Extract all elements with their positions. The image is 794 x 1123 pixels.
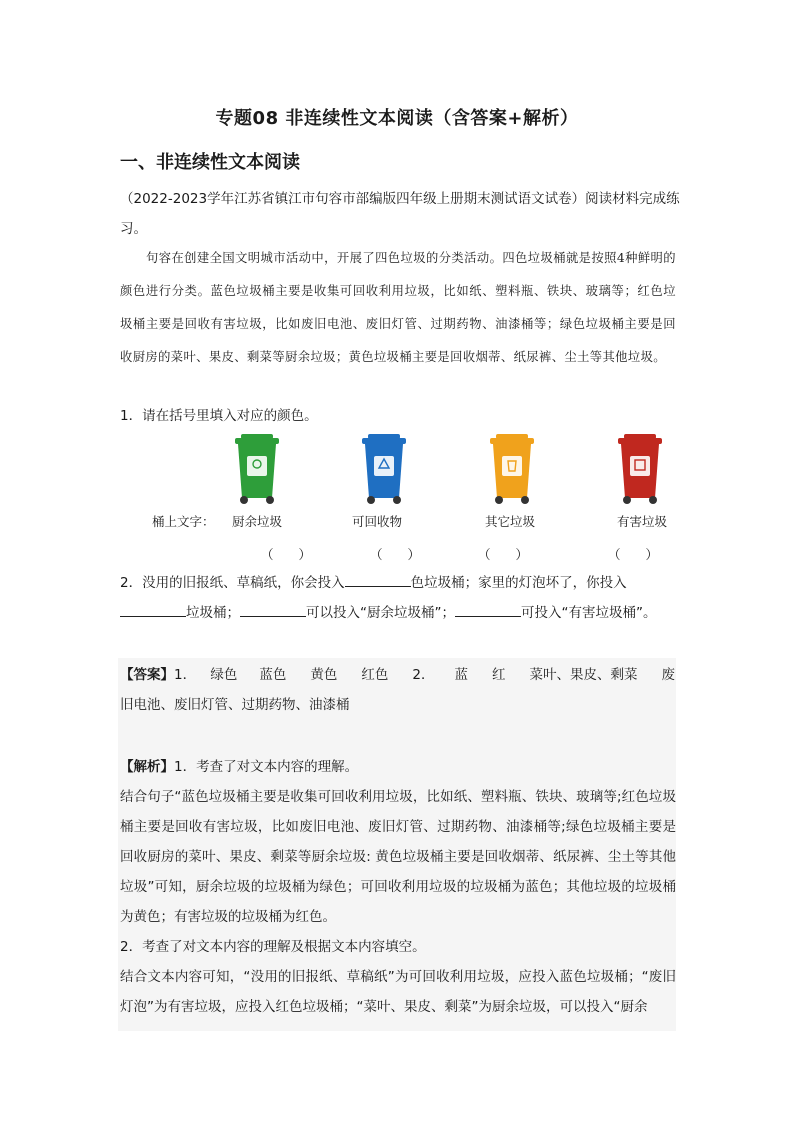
analysis-paragraph: 结合句子“蓝色垃圾桶主要是收集可回收利用垃圾，比如纸、塑料瓶、铁块、玻璃等;红色垃圾桶主要是回收有害垃圾，比如废旧电池、废旧灯管、过期药物、油漆桶等;绿色垃圾桶主要是回收厨房的菜叶、果皮、剩菜等厨余垃圾: 黄色垃圾桶主要是回收烟蒂、纸尿裤、尘土等其他垃圾”可知，厨余垃圾的垃圾桶为绿色；可回收利用垃圾的垃圾桶为蓝色；其他垃圾的垃圾桶为黄色；有害垃圾的垃圾桶为红色。 — [120, 789, 676, 925]
answer-item: 黄色 — [310, 667, 338, 683]
bin-label-kitchen: 厨余垃圾 — [231, 514, 282, 529]
answer-section: 【答案】1． 绿色 蓝色 黄色 红色 2． 蓝 红 菜叶、果皮、剩菜 废 旧电池、废旧灯管、过期药物、油漆桶 — [120, 660, 676, 720]
answer-item: 绿色 — [210, 667, 238, 683]
yellow-bin-icon — [486, 432, 538, 506]
fill-blank[interactable] — [345, 572, 411, 587]
green-bin-icon — [231, 432, 283, 506]
answer-item: 蓝色 — [259, 667, 287, 683]
answer-blank-1[interactable]: （ ） — [260, 548, 312, 563]
question-2: 2．没用的旧报纸、草稿纸，你会投入 色垃圾桶；家里的灯泡坏了，你投入 垃圾桶； 可以投入“厨余垃圾桶”； 可投入“有害垃圾桶”。 — [120, 568, 680, 628]
bin-label-hazardous: 有害垃圾 — [616, 514, 667, 529]
red-bin-icon — [614, 432, 666, 506]
answer-item: 废 — [661, 667, 675, 683]
answer-tag: 【答案】 — [120, 667, 174, 683]
answer-line-2: 旧电池、废旧灯管、过期药物、油漆桶 — [120, 697, 350, 713]
answer-blank-4[interactable]: （ ） — [607, 548, 659, 563]
bin-label-other: 其它垃圾 — [484, 514, 535, 529]
answer-blank-3[interactable]: （ ） — [477, 548, 529, 563]
analysis-paragraph: 2．考查了对文本内容的理解及根据文本内容填空。 — [120, 939, 426, 955]
analysis-tag: 【解析】 — [120, 759, 174, 775]
answer-item: 红 — [491, 667, 506, 683]
bin-text-label: 桶上文字： — [152, 514, 215, 529]
fill-blank[interactable] — [240, 602, 306, 617]
bin-label-recyclable: 可回收物 — [351, 514, 402, 529]
section-title: 一、非连续性文本阅读 — [120, 152, 300, 173]
blue-bin-icon — [358, 432, 410, 506]
answer-blank-2[interactable]: （ ） — [369, 548, 421, 563]
question-1: 1．请在括号里填入对应的颜色。 — [120, 408, 318, 424]
fill-blank[interactable] — [120, 602, 186, 617]
answer-item: 蓝 — [454, 667, 468, 683]
fill-blank[interactable] — [455, 602, 521, 617]
reading-passage: 句容在创建全国文明城市活动中，开展了四色垃圾的分类活动。四色垃圾桶就是按照4种鲜明的颜色进行分类。蓝色垃圾桶主要是收集可回收利用垃圾，比如纸、塑料瓶、铁块、玻璃等；红色垃圾桶主要是回收有害垃圾，比如废旧电池、废旧灯管、过期药物、油漆桶等；绿色垃圾桶主要是回收厨房的菜叶、果皮、剩菜等厨余垃圾；黄色垃圾桶主要是回收烟蒂、纸尿裤、尘土等其他垃圾。 — [120, 251, 676, 364]
answer-item: 红色 — [361, 667, 389, 683]
analysis-paragraph: 结合文本内容可知，“没用的旧报纸、草稿纸”为可回收利用垃圾，应投入蓝色垃圾桶；“废旧灯泡”为有害垃圾，应投入红色垃圾桶；“菜叶、果皮、剩菜”为厨余垃圾，可以投入“厨余 — [120, 969, 676, 1015]
answer-item: 菜叶、果皮、剩菜 — [529, 667, 638, 683]
trash-bins-figure — [0, 432, 794, 572]
analysis-section: 【解析】1．考查了对文本内容的理解。 结合句子“蓝色垃圾桶主要是收集可回收利用垃圾，比如纸、塑料瓶、铁块、玻璃等;红色垃圾桶主要是回收有害垃圾，比如废旧电池、废旧灯管、过期药物、油漆桶等;绿色垃圾桶主要是回收厨房的菜叶、果皮、剩菜等厨余垃圾: 黄色垃圾桶主要是回收烟蒂、纸尿裤、尘土等其他垃圾”可知，厨余垃圾的垃圾桶为绿色；可回收利用垃圾的垃圾桶为蓝色；其他垃圾的垃圾桶为黄色；有害垃圾的垃圾桶为红色。 2．考查了对文本内容的理解及根据文本内容填空。 结合文本内容可知，“没用的旧报纸、草稿纸”为可回收利用垃圾，应投入蓝色垃圾桶；“废旧灯泡”为有害垃圾，应投入红色垃圾桶；“菜叶、果皮、剩菜”为厨余垃圾，可以投入“厨余 — [120, 752, 676, 1022]
document-title: 专题08 非连续性文本阅读（含答案+解析） — [215, 108, 579, 129]
source-note: （2022-2023学年江苏省镇江市句容市部编版四年级上册期末测试语文试卷）阅读材料完成练习。 — [120, 191, 680, 237]
